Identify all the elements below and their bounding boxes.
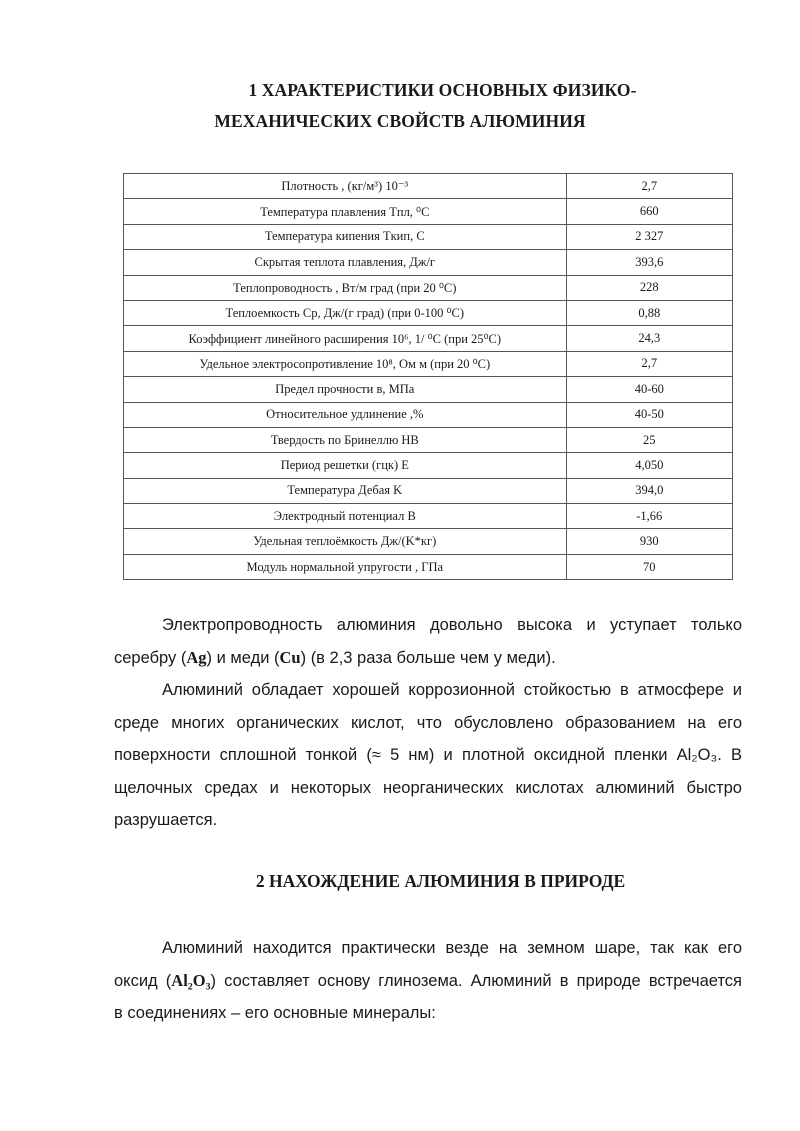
property-name-cell: Предел прочности в, МПа [124,377,567,402]
paragraph-line: Алюминий находится практически везде на земном шаре, так как его [162,939,742,957]
property-value-cell: 2,7 [566,174,732,199]
table-row [124,529,733,554]
table-row [124,453,733,478]
table-row [124,326,733,351]
property-value-cell: -1,66 [566,504,732,529]
text-fragment: ) (в 2,3 раза больше чем у меди). [300,648,556,667]
property-name-cell: Температура кипения Tкип, C [124,224,567,249]
copper-symbol: Cu [279,647,301,667]
text-fragment: оксид ( [114,971,172,990]
paragraph-line: среде многих органических кислот, что обусловлено образованием на его [114,713,742,732]
text-fragment: ) и меди ( [206,648,280,667]
property-value-cell: 660 [566,199,732,224]
property-value-cell: 930 [566,529,732,554]
property-value-cell: 0,88 [566,300,732,325]
paragraph-line: Электропроводность алюминия довольно высока и уступает только [162,616,742,634]
oxide-formula: Al₂O₃ [171,970,211,990]
text-fragment: ) составляет основу глинозема. Алюминий в природе встречается [210,971,742,990]
paragraph-line: в соединениях – его основные минералы: [114,1004,436,1022]
property-name-cell: Плотность , (кг/м³) 10⁻³ [124,174,567,199]
table-row [124,224,733,249]
paragraph-line: Алюминий обладает хорошей коррозионной стойкостью в атмосфере и [162,681,742,699]
property-name-cell: Модуль нормальной упругости , ГПа [124,554,567,579]
property-value-cell: 2,7 [566,351,732,376]
property-value-cell: 40-60 [566,377,732,402]
property-name-cell: Относительное удлинение ,% [124,402,567,427]
property-name-cell: Электродный потенциал B [124,504,567,529]
section-1-heading-line-2: МЕХАНИЧЕСКИХ СВОЙСТВ АЛЮМИНИЯ [214,111,586,131]
property-name-cell: Температура плавления Tпл, ⁰C [124,199,567,224]
property-value-cell: 394,0 [566,478,732,503]
table-row [124,478,733,503]
table-row [124,275,733,300]
paragraph-line [114,965,742,998]
paragraph-conductivity [114,609,742,674]
property-name-cell: Удельная теплоёмкость Дж/(K*кг) [124,529,567,554]
property-value-cell: 25 [566,427,732,452]
property-value-cell: 70 [566,554,732,579]
table-row [124,300,733,325]
property-name-cell: Скрытая теплота плавления, Дж/г [124,250,567,275]
property-value-cell: 2 327 [566,224,732,249]
property-name-cell: Теплопроводность , Вт/м град (при 20 ⁰C) [124,275,567,300]
table-row [124,250,733,275]
paragraph-occurrence [114,932,742,1030]
property-name-cell: Коэффициент линейного расширения 10⁶, 1/ ⁰C (при 25⁰C) [124,326,567,351]
paragraph-line: щелочных средах и некоторых неорганических кислотах алюминий быстро [114,778,742,797]
paragraph-corrosion [114,674,742,837]
property-name-cell: Теплоемкость Cp, Дж/(г град) (при 0-100 ⁰C) [124,300,567,325]
table-row [124,174,733,199]
paragraph-line [114,642,742,675]
section-2-heading: 2 НАХОЖДЕНИЕ АЛЮМИНИЯ В ПРИРОДЕ [255,871,626,891]
property-value-cell: 40-50 [566,402,732,427]
silver-symbol: Ag [186,647,207,667]
table-row [124,554,733,579]
section-1-heading [100,74,760,137]
property-name-cell: Твердость по Бринеллю HB [124,427,567,452]
property-name-cell: Период решетки (гцк) E [124,453,567,478]
table-row [124,504,733,529]
paragraph-line: разрушается. [114,811,218,829]
section-1-heading-line-1: 1 ХАРАКТЕРИСТИКИ ОСНОВНЫХ ФИЗИКО- [248,80,637,100]
properties-table [123,173,733,580]
property-value-cell: 24,3 [566,326,732,351]
table-row [124,377,733,402]
property-value-cell: 4,050 [566,453,732,478]
paragraph-line: поверхности сплошной тонкой (≈ 5 нм) и плотной оксидной пленки Al₂O₃. В [114,746,742,764]
table-row [124,351,733,376]
property-name-cell: Температура Дебая K [124,478,567,503]
property-value-cell: 393,6 [566,250,732,275]
text-fragment: серебру ( [114,648,187,667]
property-value-cell: 228 [566,275,732,300]
table-row [124,427,733,452]
table-row [124,402,733,427]
table-row [124,199,733,224]
property-name-cell: Удельное электросопротивление 10⁸, Ом м (при 20 ⁰C) [124,351,567,376]
